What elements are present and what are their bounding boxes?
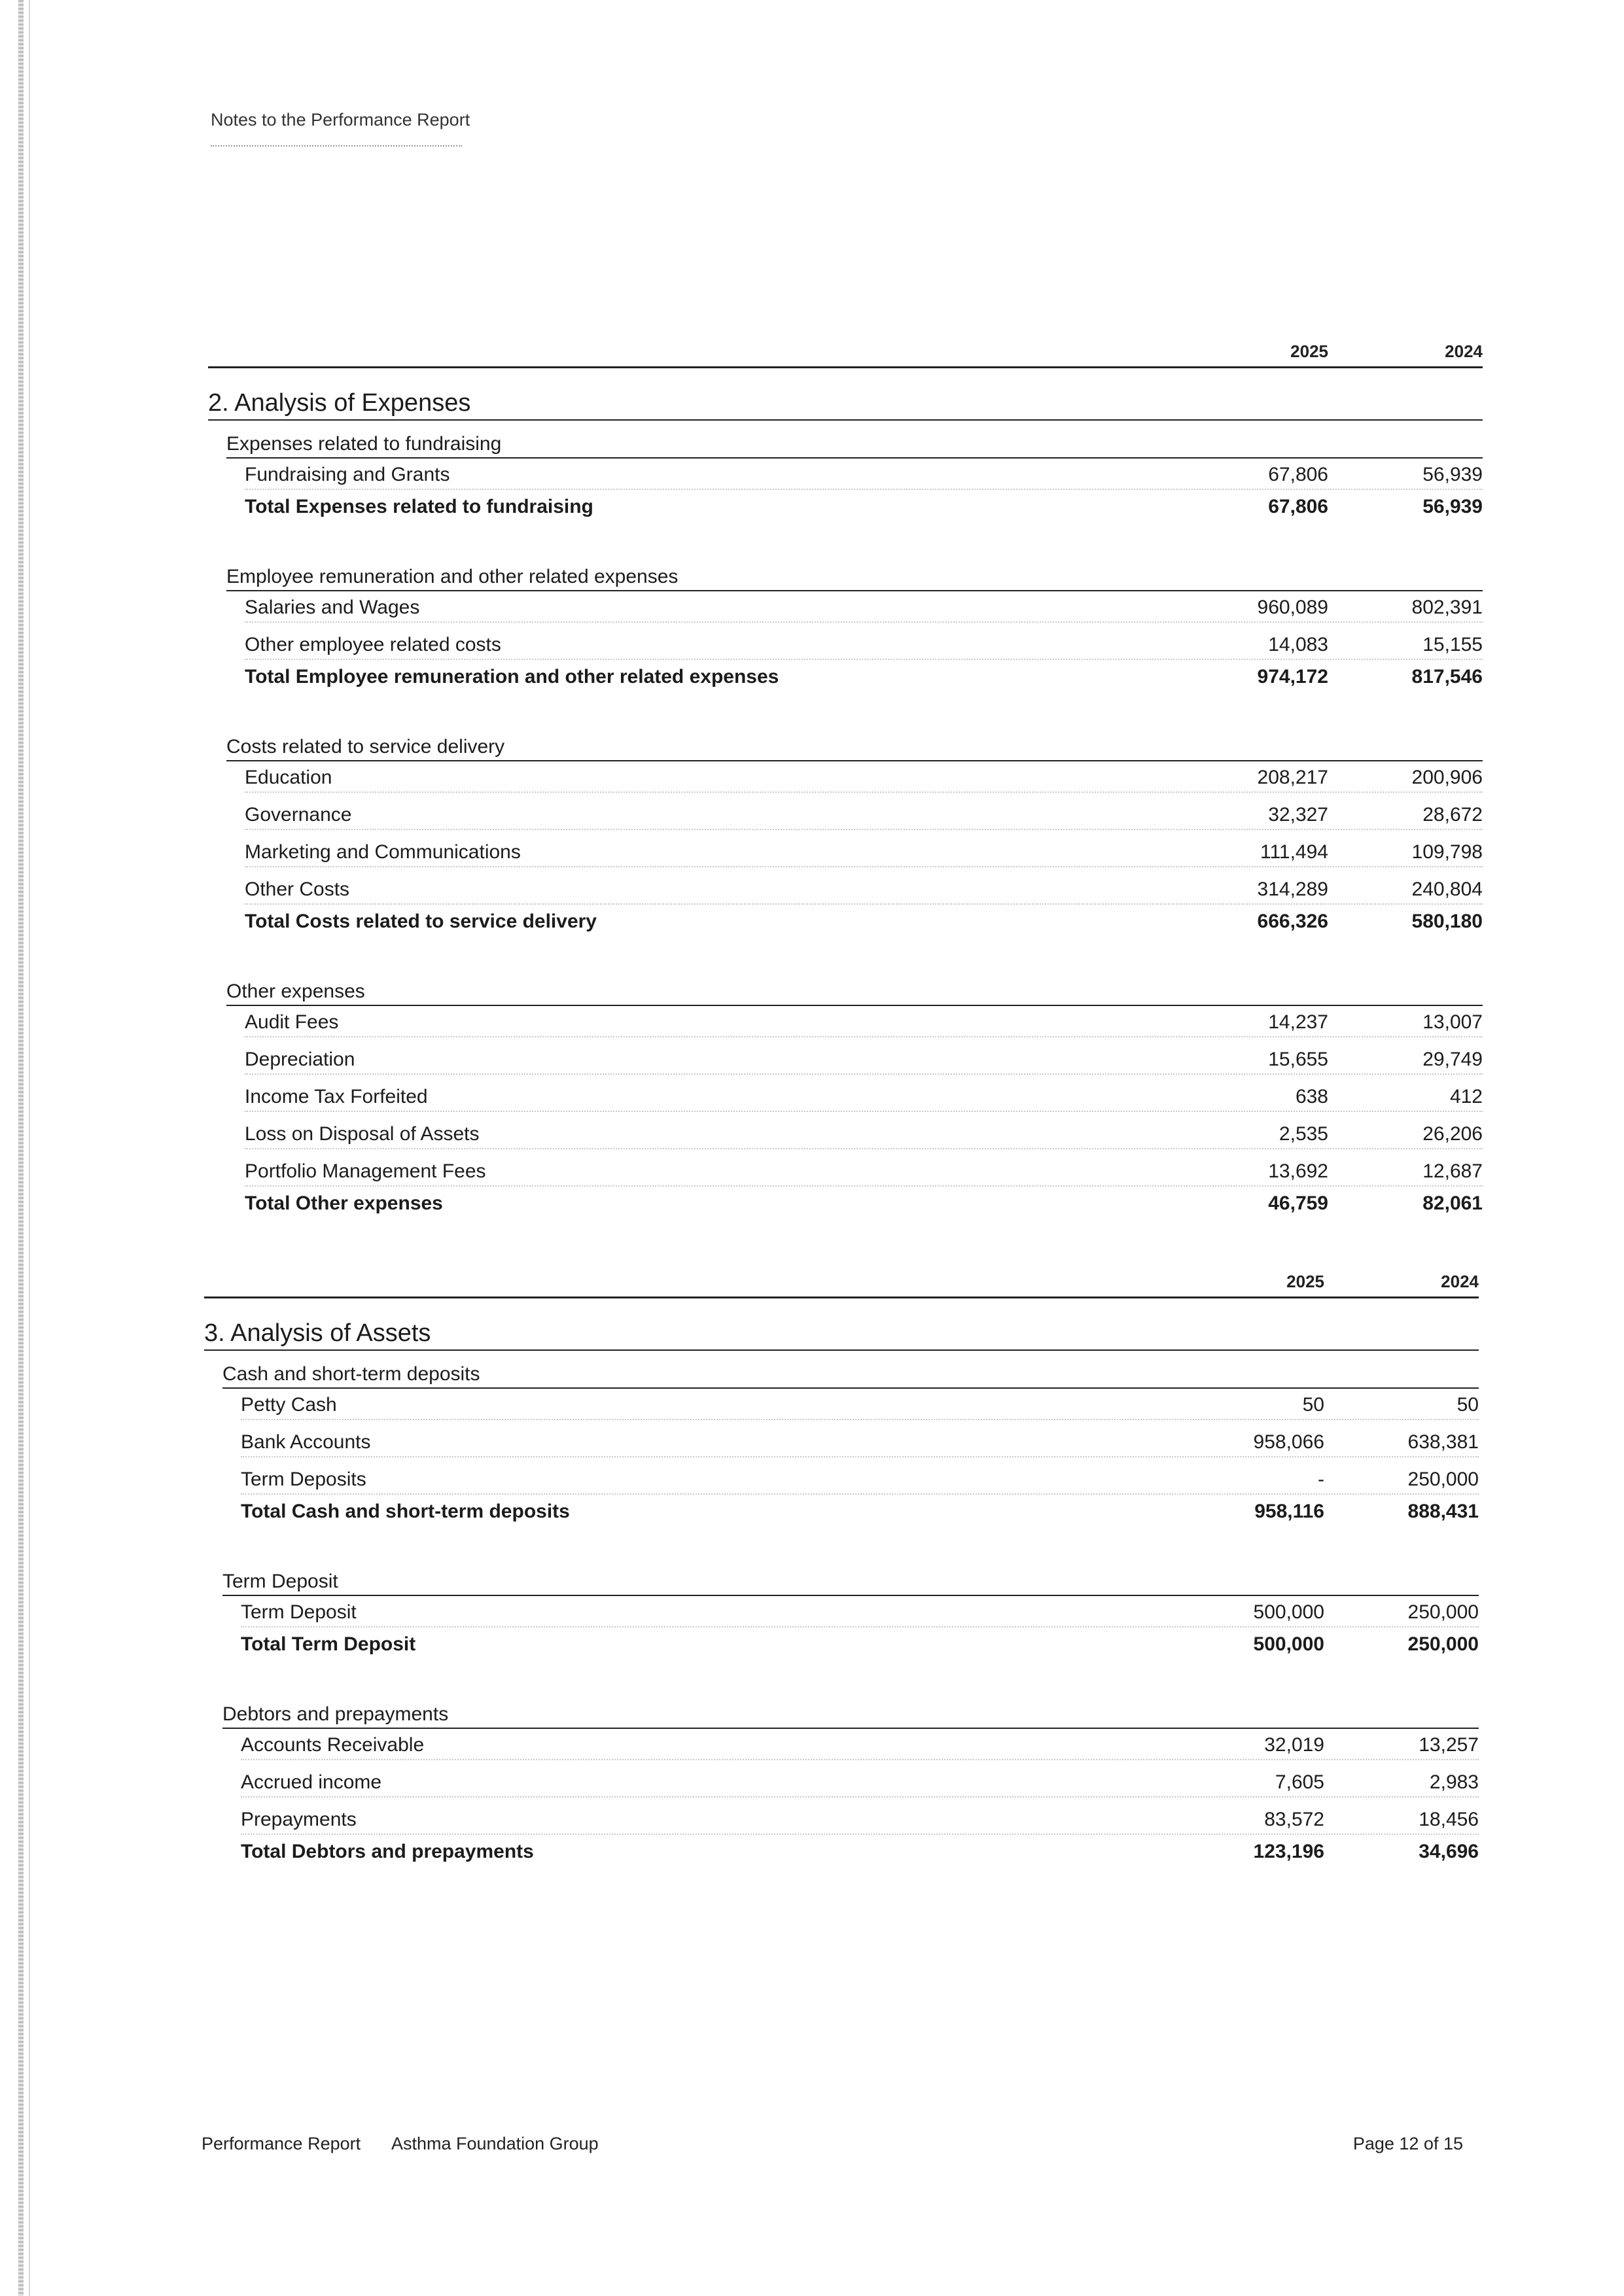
value-2025: - <box>1318 1469 1324 1490</box>
table-row <box>226 629 1483 666</box>
section-expenses <box>208 321 1483 1223</box>
total-2025: 958,116 <box>1254 1501 1324 1522</box>
table-row <box>222 1803 1479 1841</box>
value-2025: 14,083 <box>1268 634 1328 655</box>
row-label: Bank Accounts <box>241 1431 371 1453</box>
total-row <box>226 496 1483 526</box>
section-assets <box>204 1251 1479 1871</box>
value-2024: 240,804 <box>1411 878 1483 900</box>
table-row <box>222 1463 1479 1501</box>
value-2025: 208,217 <box>1257 767 1328 788</box>
row-label: Term Deposit <box>241 1601 357 1623</box>
total-row <box>226 666 1483 696</box>
table-row <box>222 1389 1479 1426</box>
row-label: Other employee related costs <box>245 634 501 655</box>
value-2024: 15,155 <box>1422 634 1483 655</box>
table-row <box>222 1596 1479 1633</box>
group-employee-remuneration <box>226 564 1483 696</box>
value-2024: 13,257 <box>1419 1734 1479 1756</box>
group-title: Costs related to service delivery <box>226 734 1483 761</box>
row-label: Term Deposits <box>241 1469 366 1490</box>
year-header <box>208 321 1483 368</box>
row-label: Marketing and Communications <box>245 841 521 863</box>
table-row <box>222 1729 1479 1766</box>
value-2025: 13,692 <box>1268 1160 1328 1182</box>
row-label: Loss on Disposal of Assets <box>245 1123 480 1145</box>
header-title: Notes to the Performance Report <box>211 110 470 130</box>
total-label: Total Employee remuneration and other related expenses <box>245 666 779 687</box>
value-2024: 802,391 <box>1411 597 1483 618</box>
value-2024: 250,000 <box>1407 1469 1479 1490</box>
header-rule <box>211 145 462 147</box>
value-2024: 26,206 <box>1422 1123 1483 1145</box>
table-row <box>226 761 1483 799</box>
year-prior: 2024 <box>1441 1272 1479 1291</box>
total-label: Total Cash and short-term deposits <box>241 1501 570 1522</box>
table-row <box>226 1043 1483 1081</box>
value-2024: 638,381 <box>1407 1431 1479 1453</box>
total-2024: 34,696 <box>1419 1841 1479 1862</box>
group-title: Term Deposit <box>222 1569 1479 1596</box>
group-title: Other expenses <box>226 979 1483 1006</box>
value-2025: 2,535 <box>1279 1123 1328 1145</box>
group-title: Expenses related to fundraising <box>226 431 1483 459</box>
total-2025: 46,759 <box>1268 1192 1328 1214</box>
group-other-expenses <box>226 979 1483 1223</box>
group-title: Employee remuneration and other related expenses <box>226 564 1483 591</box>
total-2024: 250,000 <box>1407 1633 1479 1655</box>
total-row <box>226 911 1483 941</box>
table-row <box>222 1766 1479 1803</box>
total-row <box>222 1501 1479 1531</box>
table-row <box>226 836 1483 873</box>
footer-org-name: Asthma Foundation Group <box>391 2134 599 2153</box>
value-2025: 83,572 <box>1264 1809 1324 1830</box>
group-fundraising <box>226 431 1483 526</box>
total-label: Total Costs related to service delivery <box>245 911 597 932</box>
value-2024: 200,906 <box>1411 767 1483 788</box>
table-row <box>226 1118 1483 1155</box>
row-label: Prepayments <box>241 1809 357 1830</box>
row-label: Petty Cash <box>241 1394 337 1416</box>
row-label: Governance <box>245 804 352 826</box>
row-label: Audit Fees <box>245 1011 339 1033</box>
total-label: Total Other expenses <box>245 1192 443 1214</box>
year-prior: 2024 <box>1445 341 1483 361</box>
group-service-delivery <box>226 734 1483 941</box>
group-term-deposit <box>222 1569 1479 1663</box>
total-2024: 580,180 <box>1411 911 1483 932</box>
total-2025: 67,806 <box>1268 496 1328 517</box>
value-2025: 638 <box>1295 1086 1328 1107</box>
row-label: Education <box>245 767 332 788</box>
total-row <box>222 1633 1479 1663</box>
scan-edge <box>18 0 24 2296</box>
value-2025: 958,066 <box>1253 1431 1324 1453</box>
value-2025: 111,494 <box>1260 841 1328 863</box>
year-current: 2025 <box>1290 341 1328 361</box>
value-2024: 12,687 <box>1422 1160 1483 1182</box>
value-2025: 500,000 <box>1253 1601 1324 1623</box>
total-label: Total Term Deposit <box>241 1633 416 1655</box>
total-2025: 123,196 <box>1253 1841 1324 1862</box>
row-label: Other Costs <box>245 878 350 900</box>
section-title: 3. Analysis of Assets <box>204 1317 1479 1351</box>
table-row <box>226 591 1483 629</box>
value-2024: 2,983 <box>1429 1771 1479 1793</box>
row-label: Portfolio Management Fees <box>245 1160 486 1182</box>
total-2025: 500,000 <box>1253 1633 1324 1655</box>
group-cash <box>222 1361 1479 1531</box>
total-2024: 82,061 <box>1422 1192 1483 1214</box>
group-debtors <box>222 1701 1479 1871</box>
value-2024: 18,456 <box>1419 1809 1479 1830</box>
value-2024: 109,798 <box>1411 841 1483 863</box>
value-2025: 15,655 <box>1268 1049 1328 1070</box>
total-label: Total Debtors and prepayments <box>241 1841 534 1862</box>
table-row <box>222 1426 1479 1463</box>
section-title: 2. Analysis of Expenses <box>208 387 1483 421</box>
scan-edge-line <box>29 0 30 2296</box>
total-label: Total Expenses related to fundraising <box>245 496 593 517</box>
value-2024: 250,000 <box>1407 1601 1479 1623</box>
row-label: Salaries and Wages <box>245 597 420 618</box>
row-label: Fundraising and Grants <box>245 464 450 485</box>
row-label: Depreciation <box>245 1049 355 1070</box>
table-row <box>226 1155 1483 1192</box>
value-2025: 314,289 <box>1257 878 1328 900</box>
value-2024: 50 <box>1456 1394 1479 1416</box>
total-2024: 888,431 <box>1407 1501 1479 1522</box>
value-2025: 50 <box>1302 1394 1324 1416</box>
value-2024: 28,672 <box>1422 804 1483 826</box>
table-row <box>226 799 1483 836</box>
value-2024: 56,939 <box>1422 464 1483 485</box>
value-2024: 13,007 <box>1422 1011 1483 1033</box>
value-2025: 67,806 <box>1268 464 1328 485</box>
total-2024: 817,546 <box>1411 666 1483 687</box>
total-row <box>226 1192 1483 1223</box>
row-label: Accrued income <box>241 1771 382 1793</box>
table-row <box>226 873 1483 911</box>
value-2025: 32,327 <box>1268 804 1328 826</box>
footer-report-name: Performance Report <box>202 2134 361 2153</box>
table-row <box>226 1006 1483 1043</box>
value-2024: 29,749 <box>1422 1049 1483 1070</box>
value-2025: 960,089 <box>1257 597 1328 618</box>
value-2025: 7,605 <box>1275 1771 1324 1793</box>
group-title: Debtors and prepayments <box>222 1701 1479 1729</box>
value-2025: 32,019 <box>1264 1734 1324 1756</box>
table-row <box>226 1081 1483 1118</box>
total-2025: 666,326 <box>1257 911 1328 932</box>
footer-page-number: Page 12 of 15 <box>1352 2134 1463 2153</box>
total-2025: 974,172 <box>1257 666 1328 687</box>
group-title: Cash and short-term deposits <box>222 1361 1479 1389</box>
total-row <box>222 1841 1479 1871</box>
table-row <box>226 459 1483 496</box>
year-header <box>204 1251 1479 1298</box>
total-2024: 56,939 <box>1422 496 1483 517</box>
value-2024: 412 <box>1449 1086 1483 1107</box>
row-label: Income Tax Forfeited <box>245 1086 428 1107</box>
row-label: Accounts Receivable <box>241 1734 425 1756</box>
year-current: 2025 <box>1286 1272 1324 1291</box>
value-2025: 14,237 <box>1268 1011 1328 1033</box>
